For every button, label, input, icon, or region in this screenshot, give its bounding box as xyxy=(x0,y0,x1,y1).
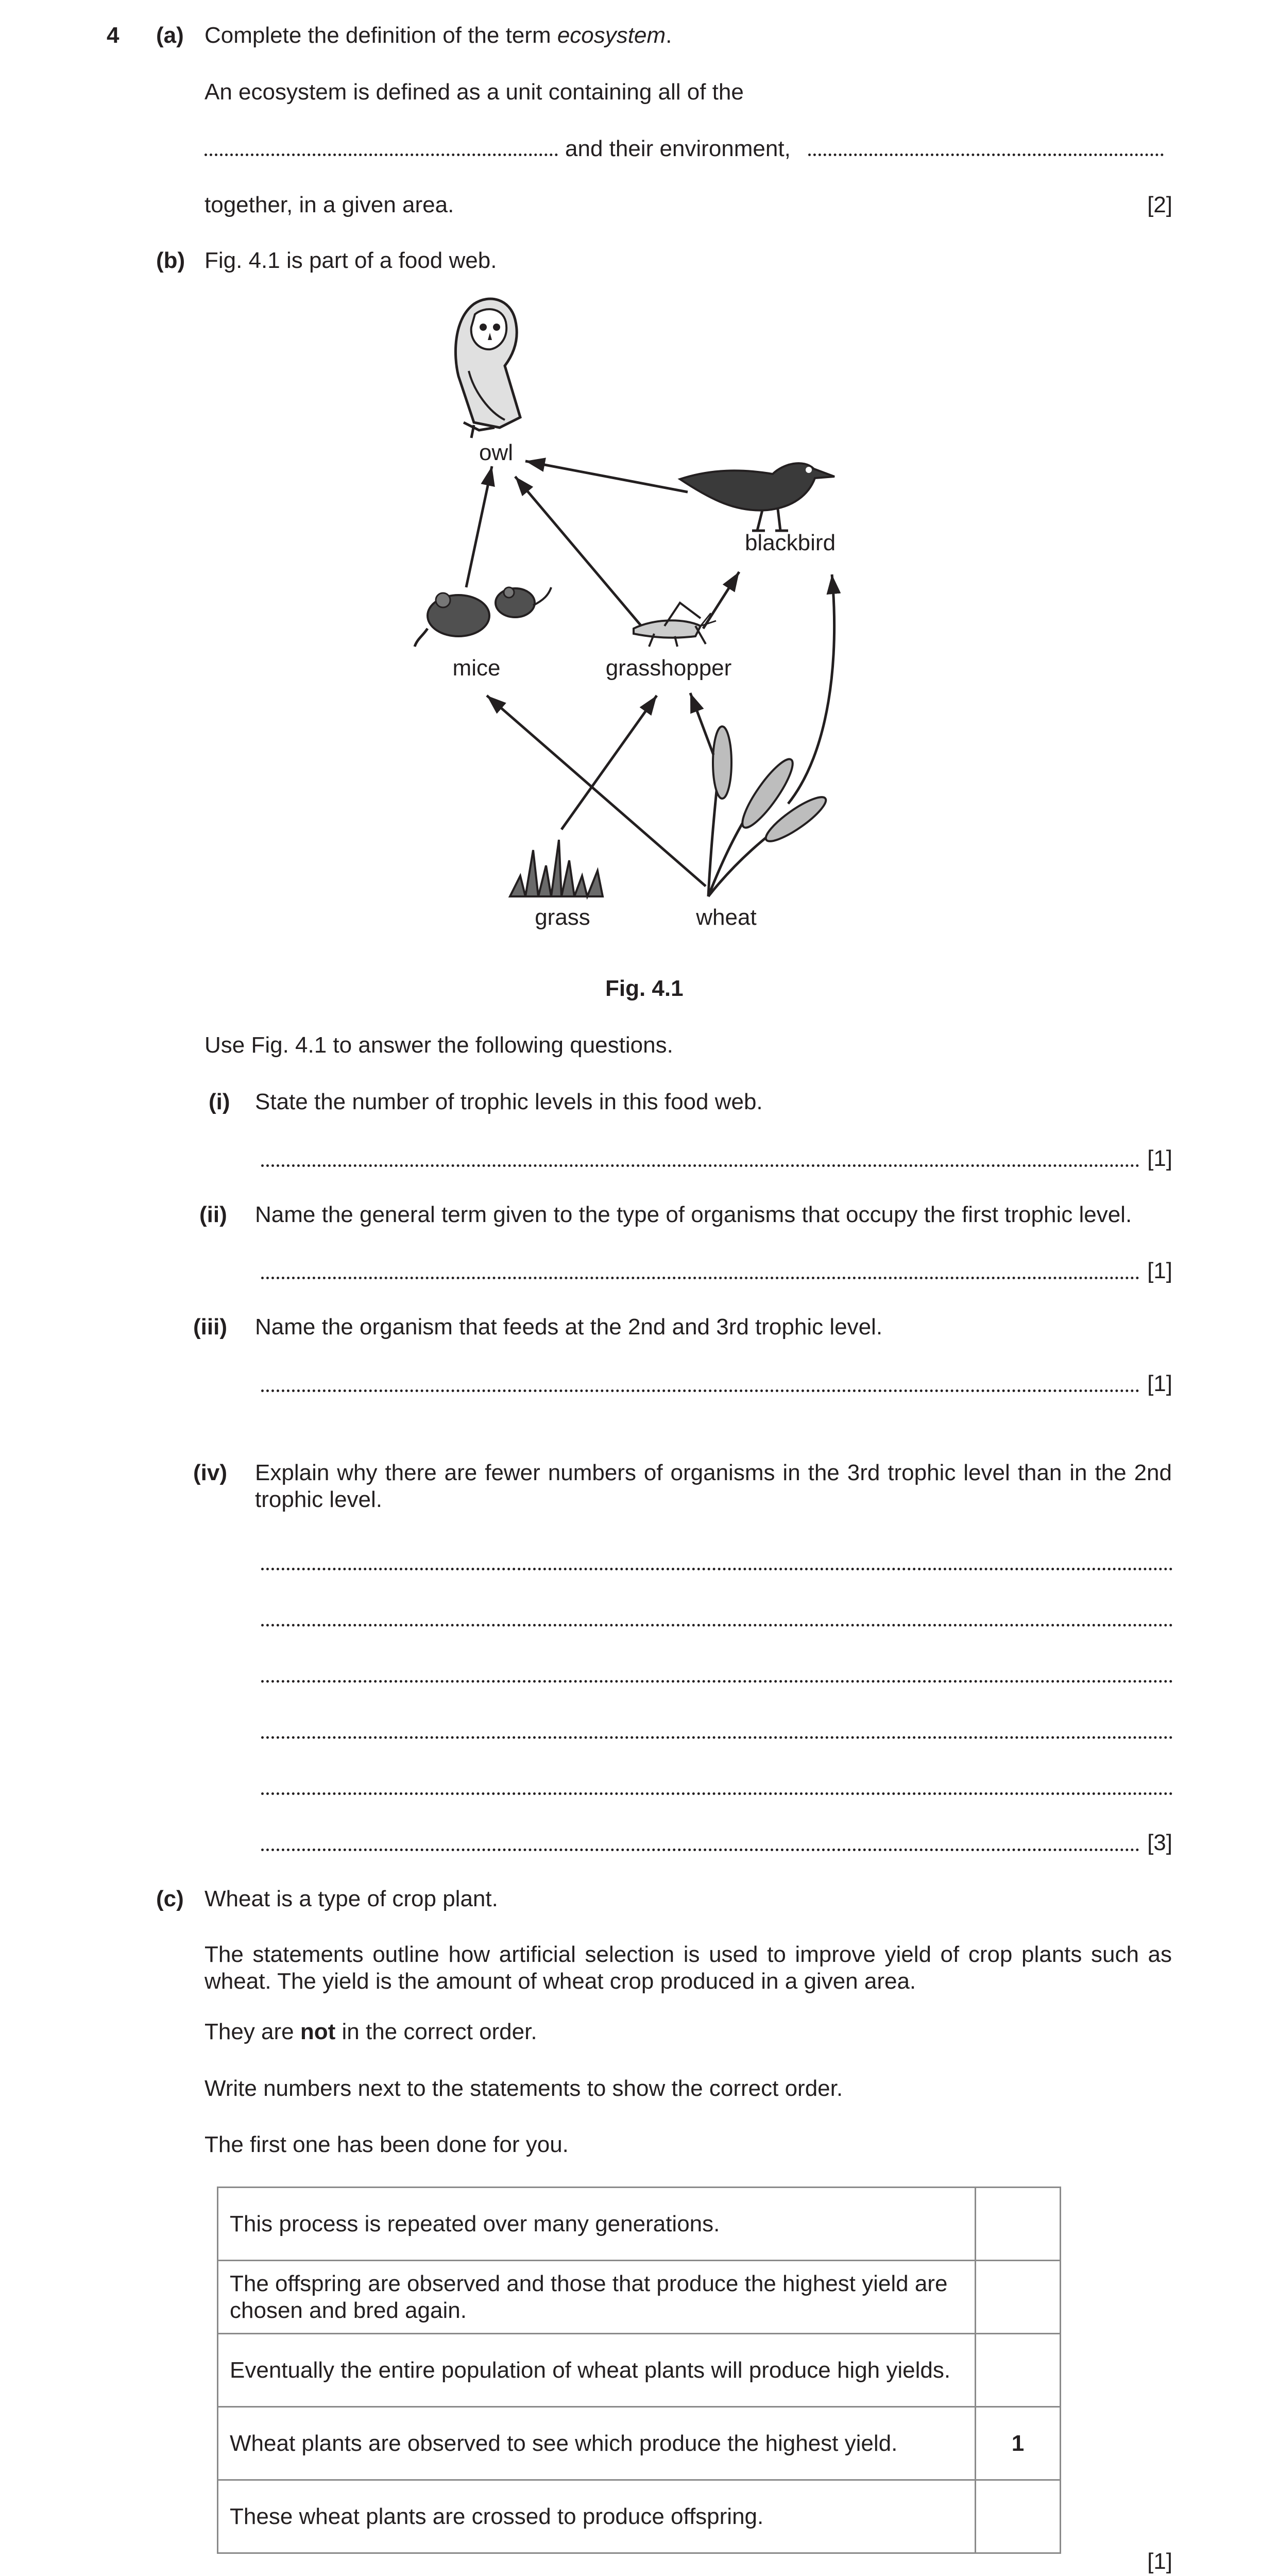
table-row xyxy=(218,2261,1061,2334)
statements-table xyxy=(217,2187,1061,2554)
part-c-label: (c) xyxy=(156,1886,184,1911)
ecosystem-definition-line1: An ecosystem is defined as a unit containing all of the xyxy=(205,79,744,105)
statement-cell: The offspring are observed and those that produce the highest yield are chosen and bred again. xyxy=(218,2261,976,2334)
order-number-cell: 1 xyxy=(976,2407,1061,2480)
blackbird-icon xyxy=(680,463,834,531)
table-row xyxy=(218,2188,1061,2261)
answer-line-b-iv-2[interactable] xyxy=(261,1624,1173,1626)
part-b-ii-marks: [1] xyxy=(1147,1258,1172,1283)
part-b-iv-label: (iv) xyxy=(193,1460,227,1485)
table-row xyxy=(218,2407,1061,2480)
answer-line-b-iii[interactable] xyxy=(261,1389,1139,1392)
part-b-ii-question: Name the general term given to the type of organisms that occupy the first trophic level. xyxy=(255,1202,1132,1227)
use-figure-instruction: Use Fig. 4.1 to answer the following questions. xyxy=(205,1032,673,1058)
part-b-i-marks: [1] xyxy=(1147,1146,1172,1171)
answer-line-b-iv-6[interactable] xyxy=(261,1849,1139,1851)
part-c-order-note: They are not in the correct order. xyxy=(205,2019,537,2044)
order-number-input[interactable] xyxy=(976,2480,1061,2553)
part-a-instruction: Complete the definition of the term ecosystem. xyxy=(205,23,672,48)
table-row xyxy=(218,2480,1061,2553)
owl-icon xyxy=(455,299,520,438)
part-c-first-done: The first one has been done for you. xyxy=(205,2132,569,2157)
part-c-intro: Wheat is a type of crop plant. xyxy=(205,1886,498,1911)
ecosystem-definition-line2-mid: and their environment, xyxy=(565,136,791,161)
label-wheat: wheat xyxy=(696,905,757,930)
answer-line-b-iv-1[interactable] xyxy=(261,1568,1173,1570)
part-c-paragraph: The statements outline how artificial selection is used to improve yield of crop plants such as wheat. The yield is the amount of wheat crop produced in a given area. xyxy=(205,1942,1172,1994)
mice-icon xyxy=(415,587,551,647)
answer-line-b-i[interactable] xyxy=(261,1164,1139,1167)
question-number: 4 xyxy=(107,23,120,48)
part-c-write-instruction: Write numbers next to the statements to show the correct order. xyxy=(205,2076,843,2101)
ecosystem-definition-line3: together, in a given area. xyxy=(205,192,454,217)
part-b-iv-marks: [3] xyxy=(1147,1830,1172,1855)
figure-caption: Fig. 4.1 xyxy=(605,976,684,1001)
answer-line-b-iv-5[interactable] xyxy=(261,1792,1173,1795)
part-b-ii-label: (ii) xyxy=(199,1202,227,1227)
label-blackbird: blackbird xyxy=(744,530,836,555)
part-a-marks: [2] xyxy=(1147,192,1172,217)
statement-cell: Wheat plants are observed to see which produce the highest yield. xyxy=(218,2407,976,2480)
label-grass: grass xyxy=(535,905,590,930)
answer-line-b-iv-3[interactable] xyxy=(261,1680,1173,1683)
wheat-icon xyxy=(708,726,831,896)
part-c-marks: [1] xyxy=(1147,2549,1172,2574)
part-b-i-question: State the number of trophic levels in this food web. xyxy=(255,1089,763,1114)
part-b-iii-label: (iii) xyxy=(193,1314,227,1340)
part-b-iv-question: Explain why there are fewer numbers of organisms in the 3rd trophic level than in the 2nd trophic level. xyxy=(255,1460,1172,1512)
part-b-iii-marks: [1] xyxy=(1147,1371,1172,1396)
label-owl: owl xyxy=(479,440,514,465)
table-row xyxy=(218,2334,1061,2407)
grasshopper-icon xyxy=(634,603,716,647)
answer-line-organisms[interactable] xyxy=(205,154,558,156)
answer-line-b-ii[interactable] xyxy=(261,1277,1139,1279)
part-a-label: (a) xyxy=(156,23,184,48)
grass-icon xyxy=(510,840,603,896)
label-mice: mice xyxy=(452,655,501,681)
statement-cell: Eventually the entire population of wheat plants will produce high yields. xyxy=(218,2334,976,2407)
order-number-input[interactable] xyxy=(976,2188,1061,2261)
answer-line-interactions[interactable] xyxy=(808,154,1164,156)
label-grasshopper: grasshopper xyxy=(605,655,732,681)
order-number-input[interactable] xyxy=(976,2334,1061,2407)
order-number-input[interactable] xyxy=(976,2261,1061,2334)
part-b-iii-question: Name the organism that feeds at the 2nd and 3rd trophic level. xyxy=(255,1314,883,1340)
part-b-intro: Fig. 4.1 is part of a food web. xyxy=(205,248,497,273)
part-b-i-label: (i) xyxy=(209,1089,230,1114)
food-web-figure xyxy=(0,289,1278,989)
statement-cell: This process is repeated over many generations. xyxy=(218,2188,976,2261)
answer-line-b-iv-4[interactable] xyxy=(261,1736,1173,1739)
statement-cell: These wheat plants are crossed to produce offspring. xyxy=(218,2480,976,2553)
part-b-label: (b) xyxy=(156,248,185,273)
